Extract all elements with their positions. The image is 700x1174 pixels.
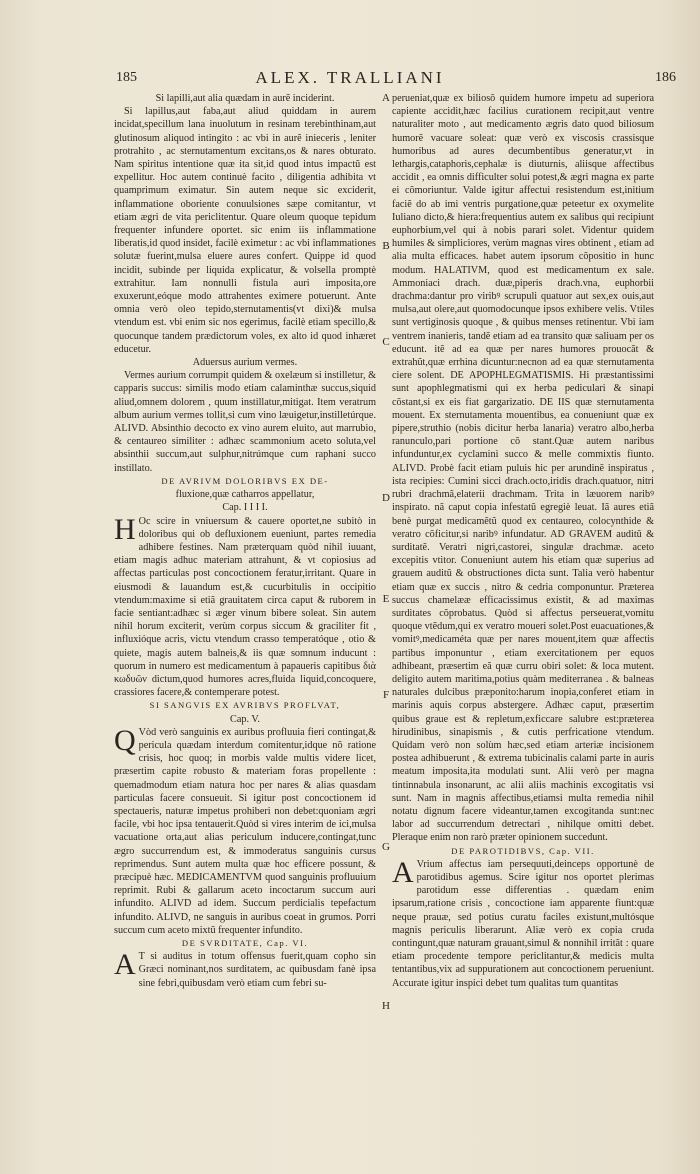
paragraph-text: Oc scire in vniuersum & cauere oportet,ne subitò in doloribus qui ob defluxionem eueniunt, partes remedia adhibere festines. Nam præterquam quòd nihil iuuant, etiam magis adhuc materiam attrahunt, & vt copiosius ad affectas particulas post concoctionem feratur,irritant. Quare in eiusmodi & lauandum est,& cucurbitulis in occipitio vtendum:maxime si etiã grauitatem circa caput & ruborem in facie sentiant:adhæc si æger vinum bibere soleat. Sin autem nihil horum exciterit, verùm corpus siccum & graciliter fit , influxióque acris, victu vtendum crasso temperatóque , otio & quiete, magis autem balneis,& iis quæ somnum inducunt : quorum in numero est medicamentum à papaueris capitibus διὰ κωδυῶν dictum,quod humores acres,fluida liquid,concoquere, crassiores facere,& contemperare potest. bbox=[114, 515, 376, 699]
margin-letter: A bbox=[382, 92, 390, 104]
section-subheading: fluxione,quæ catharros appellatur, bbox=[175, 489, 315, 501]
page-number-right: 186 bbox=[655, 70, 676, 85]
paragraph-text: T si auditus in totum offensus fuerit,quam copho sin Græci nominant,nos surditatem, ac quibusdam fanè ipsa sine febri,quibusdam verò etiam cum febri su- bbox=[138, 951, 376, 989]
paragraph: Vermes aurium corrumpit quidem & oxelæum si instilletur, & capparis succus: similis modo etiam calaminthæ succus,siquid aliud,omnem dolorem , quum instillatur,mitigat. Item veratrum album aurium vermes tollit,si cum vino læuigetur,instilletúrque. ALIVD. Absinthio decocto ex vino aurem eluito, aut marrubio, & centaureo similiter : adhæc scammonium aceto soluta,vel absinthii succum,aut sulphur,nitrúmque cum raphani succo instillato. bbox=[114, 370, 376, 474]
left-column bbox=[114, 92, 376, 990]
paragraph-text: Vrium affectus iam persequuti,deinceps opportunè de parotidibus agemus. Scire igitur nos oportet plerimas parotidum esse differentias . quædam enim ipsarum,ratione crisis , concoctione iam apparente fiunt:quæ neque prauæ, sed potius curatu faciles existunt,multósque magnis periculis liberarunt. Aliæ verò ex copia cruda contingunt,quæ naturam grauant,simul & nonnihil irritãt : quare etiam procedente tempore periclitantur,& medicis multa tentantibus,vix ad suppurationem aut concoctionem perueniunt. Accurate igitur inspici debet tum qualitas tum quantitas bbox=[392, 858, 654, 989]
margin-letter: G bbox=[382, 841, 390, 853]
paragraph: Si lapilli,aut alia quædam in aurẽ inciderint. bbox=[155, 93, 335, 104]
drop-cap: Q bbox=[114, 723, 136, 757]
page-number-left: 185 bbox=[116, 70, 137, 85]
paragraph bbox=[114, 950, 376, 990]
chapter-label: Cap. V. bbox=[230, 713, 260, 725]
paragraph bbox=[114, 512, 376, 700]
paragraph: perueniat,quæ ex biliosõ quidem humore impetu ad superiora capiente accidit,hæc facilius curationem recipit,aut ventre naturaliter moto , aut medicamento ægris dato quod biliosum humorẽ vacuare soleat: quæ verò ex viscosis crassisque humoribus ad aures decumbentibus generatur,vt in lethargis,cataphoris,cephalæ is diuturnis, aliisque affectibus accidit , ea omnis difficulter solui potest,& ægri magna ex parte ei cõmoriuntur. Valde igitur affectui resistendum est,initium faciẽ do ab imi ventris purgatione,quæ peteetur ex oxymelite Iuliano dicto,& hiera:frequentius autem ex salibus qui recipiunt euphorbium,vel qui à nobis parari solet. Videntur quidem humiles & simpliciores, verùm magnas vires obtinent , etiam ad alia multa efficaces. habet autem ipsorum cõpositio in hunc modum. HALATIVM, quod est medicamentum ex sale. Ammoniaci drach. duæ,piperis drach.vna, euphorbii drachma:dantur pro viribꝰ scrupuli quatuor aut sex,ex ouis,aut mulsa,aut olere,aut quomodocunque ipsos exhibere velis. Vtiles sunt vertiginosis quoque , & quibus menses retinentur. Vbi iam ventrem inanieris, tandẽ etiam ad ea transito quæ saliuam per os educunt. itẽ ad ea quæ per nares humores prouocãt & extrahũt,quæ errhina dicuntur:necnon ad ea quæ sternutamenta ciere solent. DE APOPHLEGMATISMIS. Hi præstantissimi sunt apophlegmatismi qui ex herba pediculari & sinapi cõstant,si ex eis fiat gargarizatio. DE IIS quæ sternutamenta mouent. Ex sternutamenta mouentibus, ea conueniunt quæ ex pipere,struthio (nobis dicitur herba lanaria) veratro albo,herba ranunculo,pari portione cõ stant.Quæ autem naribus infunduntur,ex cyclamini succo & melle commixtis fiunto. ALIVD. Probè facit etiam puluis hic per arundinẽ inspiratus , ista recipies: Cumini sicci drach.octo,iridis drach.quatuor, nitri rubri drachmã,elaterii drachmam. Trita in læuorem naribꝰ inspirato. nã caput copia infestatũ egregiè leuat. Iã aures etiã benè purgat medicamẽtũ quod ex centaureo, colocynthide & veratro cõficitur,si naribꝰ infundatur. AD GRAVEM auditũ & surditatẽ. Veratri nigri,castorei, singulæ drachmæ. aceto excepitis vtitor. Conueniunt autem his etiam quæ superius ad grauem auditũ & obstructiones dicta sunt. Talia verò habentur etiam quæ ex succis , nitro & cedria componuntur. Præterea succus chamelææ efficacissimus existit, & ad maximas surditates cõprobatus. Quòd si affectus perseuerat,vomitu quoque vtẽdum,qui ex veratro moueri solet.Post euacuationes,& vomitꝰ,medicaméta quæ per nares mouent,item quæ affectis partibus imponuntur , etiam exercitationem per equos adhibeant, præsertim eã quæ curru obiri solet: & loca mutent. deligito autem maritima,potius quàm mediterranea . & balneas naturales dulcibus præponito:harum inopia,conferet etiam in marinis aquis corpus abstergere. Adhæc caput, præsertim quibus graue est & repletum,exficcare salubre est:præterea hirudinibus, sinapismis , & cutis perfricatione vtendum. Quidam verò non solùm hæc,sed etiam arteriæ incisionem postea adhibuerunt , & extrema tubicinalis calami parte in auris meatum imposita,ita modulati sunt. Alii verò per magna tintinnabula insonarunt, ac alii aliis machinis excogitatis vsi sunt. Nam in magnis affectibus,etiamsi multa remedia nihil notatu dignum facere videantur,tamen excogitanda sunt:nec labor ad succurrendum detrectari , nihilque omitti debet. Pleraque enim non rarò præter opinionem succedunt. bbox=[392, 93, 654, 844]
margin-letter: H bbox=[382, 1000, 390, 1012]
margin-letter: D bbox=[382, 492, 390, 504]
running-title: ALEX. TRALLIANI bbox=[255, 68, 445, 87]
section-heading: DE SVRDITATE, Cap. VI. bbox=[181, 938, 309, 948]
section-heading: DE AVRIVM DOLORIBVS EX DE- bbox=[161, 475, 329, 486]
section-heading: Aduersus aurium vermes. bbox=[192, 357, 298, 369]
section-heading: SI SANGVIS EX AVRIBVS PROFLVAT, bbox=[149, 700, 341, 711]
drop-cap: H bbox=[114, 512, 136, 546]
margin-letter: C bbox=[382, 336, 390, 348]
margin-letter: F bbox=[382, 689, 390, 701]
drop-cap: A bbox=[392, 855, 414, 889]
right-column bbox=[392, 92, 654, 990]
drop-cap: A bbox=[114, 948, 136, 982]
chapter-label: Cap. I I I I. bbox=[222, 502, 268, 514]
running-header bbox=[0, 66, 700, 90]
paragraph: Si lapillus,aut faba,aut aliud quiddam in aurem incidat,specillum lana inuolutum in resinam terebinthinam,aut glutinosum aliquod intingito : ac vbi in aurẽ inieceris , leniter protrahito , ac sternutamentum excitans,os & nares obturato. Nam spiritus intentione quæ ita sit,id quod intus impactũ est expellitur. Hoc autem continuè facito , diligentia adhibita vt quamprimum eximatur. Sin autem neque sic exciderit, inflammatione oboriente conuulsiones sæpe comitantur, vt etiam ægri de vita periclitentur. Quare oleum quoque tepidum frequenter infundere oportet. sic enim iis inflammatione liberatis,id quod insidet, facilè eximetur : ac vbi inflammationes solutæ fuerint,mulsa eluere aures confert. Quippe id quod incidit, subinde per liquida explicatur, & volsella promptè extrahitur. Iam nonnulli fistula auri imposita,ore exuxerunt,eóque modo attrahentes eximere potuerunt. Ante omnia verò oleo tepido,sternutamentis(vt dixi)& mulsa vtendum est. vbi enim sic nos egerimus, facilè etiam specillo,& quocunque tandem prædictorum voles, ex alto id quod inhæret educetur. bbox=[114, 106, 376, 355]
paragraph bbox=[392, 855, 654, 990]
section-heading: DE PAROTIDIBVS, Cap. VII. bbox=[451, 845, 595, 856]
margin-letter: E bbox=[382, 593, 390, 605]
paragraph-text: Vòd verò sanguinis ex auribus profluuia fieri contingat,& pericula quædam interdum comitentur,idque nõ ratione crisis, hoc quoq; in morbis valde multis videre licet, præsertim capite robusto & materiam foras propellente : quemadmodum etiam natura hoc per nares & alias quasdam particulas facere consueuit. Si igitur post concoctionem id spectaueris, naturæ impetus prohiberi non debet:quoniam ægri facile, vbi hoc ipsa tentauerit.Quòd si vires interim de ici,mulsa vacuatione orta,aut alias periculum inducere,contingat,tunc ægro succurrendum est, & immoderatus sanguinis cursus reprimendus. Sunt autem multa quæ hoc efficere possunt, & præcipuè hæc. MEDICAMENTVM quod sanguinis profluuium reprimit. Rubi & gallarum aceto incoctarum succum auri infundito. ALIVD ad idem. Succum perdicialis tepefactum infundito. ALIVD, ne sanguis in auribus coeat in grumos. Porri succum cum aceto mixtũ frequenter infundito. bbox=[114, 726, 376, 936]
paragraph bbox=[114, 723, 376, 937]
margin-letter: B bbox=[382, 240, 390, 252]
